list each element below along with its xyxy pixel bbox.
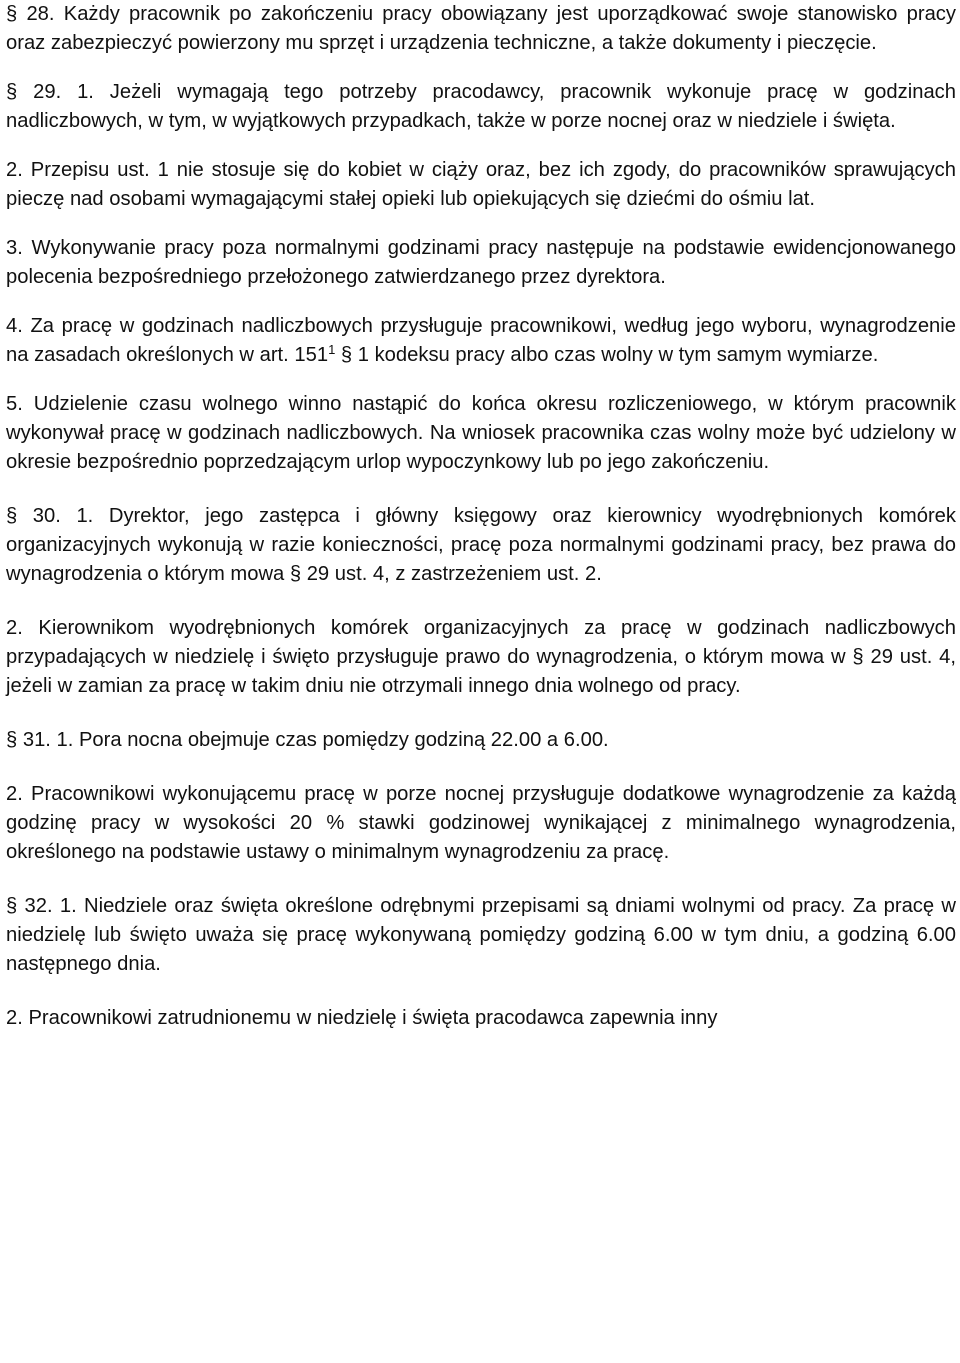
paragraph-30-2: 2. Kierownikom wyodrębnionych komórek organizacyjnych za pracę w godzinach nadliczbowych przypadających w niedzielę i święto przysługuje prawo do wynagrodzenia, o którym mowa w § 29 ust. 4, jeżeli w zamian za pracę w takim dniu nie otrzymali innego dnia wolnego od pracy. — [6, 617, 956, 697]
paragraph-31-1: § 31. 1. Pora nocna obejmuje czas pomiędzy godziną 22.00 a 6.00. — [6, 729, 609, 751]
superscript: 1 — [328, 342, 336, 357]
paragraph-29-4-text-b: § 1 kodeksu pracy albo czas wolny w tym samym wymiarze. — [335, 344, 879, 366]
paragraph-29-5: 5. Udzielenie czasu wolnego winno nastąpić do końca okresu rozliczeniowego, w którym pracownik wykonywał pracę w godzinach nadliczbowych. Na wniosek pracownika czas wolny może być udzielony w okresie bezpośrednio poprzedzającym urlop wypoczynkowy lub po jego zakończeniu. — [6, 393, 956, 473]
paragraph-28: § 28. Każdy pracownik po zakończeniu pracy obowiązany jest uporządkować swoje stanowisko pracy oraz zabezpieczyć powierzony mu sprzęt i urządzenia techniczne, a także dokumenty i pieczęcie. — [6, 3, 956, 54]
paragraph-31-2: 2. Pracownikowi wykonującemu pracę w porze nocnej przysługuje dodatkowe wynagrodzenie za każdą godzinę pracy w wysokości 20 % stawki godzinowej wynikającej z minimalnego wynagrodzenia, określonego na podstawie ustawy o minimalnym wynagrodzeniu za pracę. — [6, 783, 956, 863]
paragraph-29-3: 3. Wykonywanie pracy poza normalnymi godzinami pracy następuje na podstawie ewidencjonowanego polecenia bezpośredniego przełożonego zatwierdzanego przez dyrektora. — [6, 237, 956, 288]
paragraph-29-1: § 29. 1. Jeżeli wymagają tego potrzeby pracodawcy, pracownik wykonuje pracę w godzinach nadliczbowych, w tym, w wyjątkowych przypadkach, także w porze nocnej oraz w niedziele i święta. — [6, 81, 956, 132]
document-page — [6, 0, 956, 1033]
paragraph-29-2: 2. Przepisu ust. 1 nie stosuje się do kobiet w ciąży oraz, bez ich zgody, do pracowników sprawujących pieczę nad osobami wymagającymi stałej opieki lub opiekujących się dziećmi do ośmiu lat. — [6, 159, 956, 210]
paragraph-29-4 — [6, 312, 956, 370]
paragraph-30-1: § 30. 1. Dyrektor, jego zastępca i główny księgowy oraz kierownicy wyodrębnionych komórek organizacyjnych wykonują w razie konieczności, pracę poza normalnymi godzinami pracy, bez prawa do wynagrodzenia o którym mowa § 29 ust. 4, z zastrzeżeniem ust. 2. — [6, 505, 956, 585]
paragraph-29-4-text-a: 4. Za pracę w godzinach nadliczbowych przysługuje pracownikowi, według jego wyboru, wynagrodzenie na zasadach określonych w art. 151 — [6, 315, 956, 366]
paragraph-32-1: § 32. 1. Niedziele oraz święta określone odrębnymi przepisami są dniami wolnymi od pracy. Za pracę w niedzielę lub święto uważa się pracę wykonywaną pomiędzy godziną 6.00 w tym dniu, a godziną 6.00 następnego dnia. — [6, 895, 956, 975]
paragraph-32-2: 2. Pracownikowi zatrudnionemu w niedzielę i święta pracodawca zapewnia inny — [6, 1007, 718, 1029]
